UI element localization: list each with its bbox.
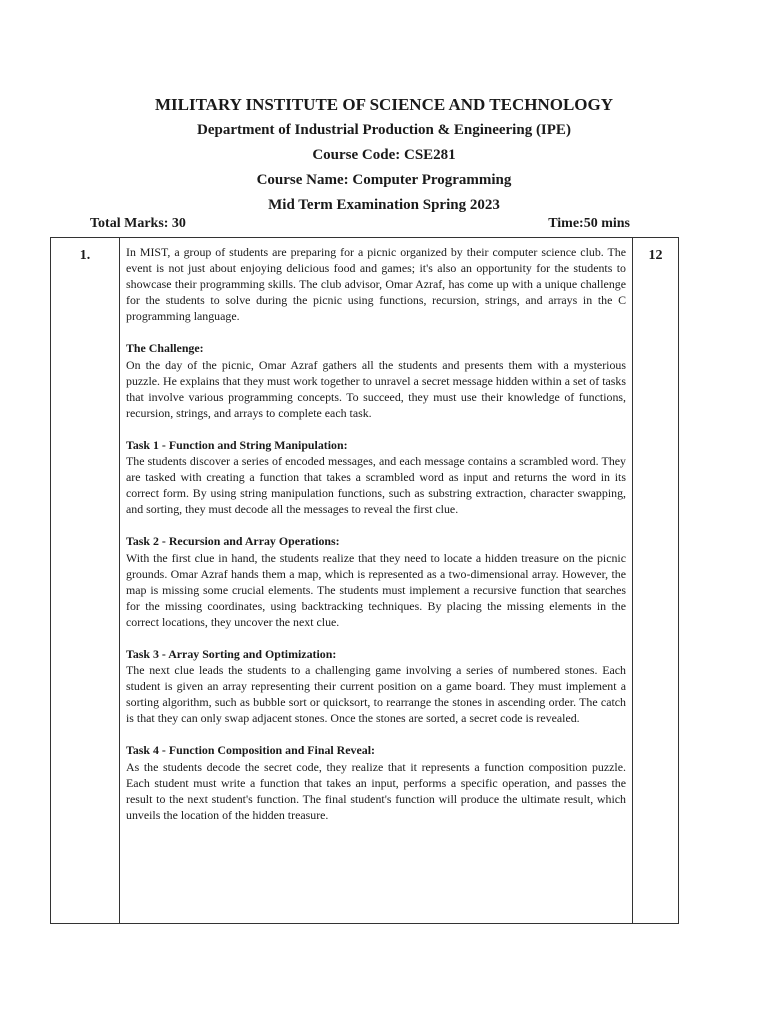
task4-heading: Task 4 - Function Composition and Final Reveal: [126, 743, 375, 758]
exam-header [0, 92, 768, 218]
question-intro: In MIST, a group of students are preparing for a picnic organized by their computer science club. The event is not just about enjoying delicious food and games; it's also an opportunity for the students to showcase their programming skills. The club advisor, Omar Azraf, has come up with a unique challenge for the students to solve during the picnic using functions, recursion, strings, and arrays in the C programming language. [126, 245, 626, 324]
department-name: Department of Industrial Production & Engineering (IPE) [197, 122, 571, 138]
task4-text: As the students decode the secret code, they realize that it represents a function composition puzzle. Each student must write a function that takes an input, performs a specific operation, and passes the result to the next student's function. The final student's function will produce the ultimate result, which unveils the location of the hidden treasure. [126, 759, 626, 822]
task2-text: With the first clue in hand, the students realize that they need to locate a hidden treasure on the picnic grounds. Omar Azraf hands them a map, which is represented as a two-dimensional array. However, the map is missing some crucial elements. The students must implement a recursive function that searches for the missing coordinates, using backtracking techniques. By placing the missing elements in the correct locations, they uncover the next clue. [126, 550, 626, 629]
task3-heading: Task 3 - Array Sorting and Optimization: [126, 646, 337, 661]
challenge-text: On the day of the picnic, Omar Azraf gathers all the students and presents them with a mysterious puzzle. He explains that they must work together to unravel a secret message hidden within a set of tasks that involve various programming concepts. To succeed, they must use their knowledge of functions, recursion, strings, and arrays to complete each task. [126, 357, 626, 420]
task2-heading: Task 2 - Recursion and Array Operations: [126, 534, 340, 549]
course-code: Course Code: CSE281 [312, 147, 456, 163]
question-body [120, 238, 633, 924]
question-number: 1. [51, 238, 120, 924]
task1-heading: Task 1 - Function and String Manipulation: [126, 437, 348, 452]
question-marks: 12 [633, 238, 679, 924]
question-row [51, 238, 679, 924]
institution-name: MILITARY INSTITUTE OF SCIENCE AND TECHNOLOGY [154, 95, 614, 114]
course-name: Course Name: Computer Programming [256, 172, 512, 188]
task1-text: The students discover a series of encoded messages, and each message contains a scrambled word. They are tasked with creating a function that takes a scrambled word as input and returns the word in its correct form. By using string manipulation functions, such as substring extraction, character swapping, and sorting, they must decode all the messages to reveal the first clue. [126, 454, 626, 517]
exam-time: Time:50 mins [548, 216, 630, 231]
challenge-heading: The Challenge: [126, 341, 204, 356]
exam-title: Mid Term Examination Spring 2023 [268, 197, 500, 213]
question-table [50, 237, 679, 924]
task3-text: The next clue leads the students to a challenging game involving a series of numbered stones. Each student is given an array representing their current position on a game board. They must implement a sorting algorithm, such as bubble sort or quicksort, to rearrange the stones in ascending order. The catch is that they can only swap adjacent stones. Once the stones are sorted, a secret code is revealed. [126, 663, 626, 726]
total-marks: Total Marks: 30 [90, 216, 186, 231]
